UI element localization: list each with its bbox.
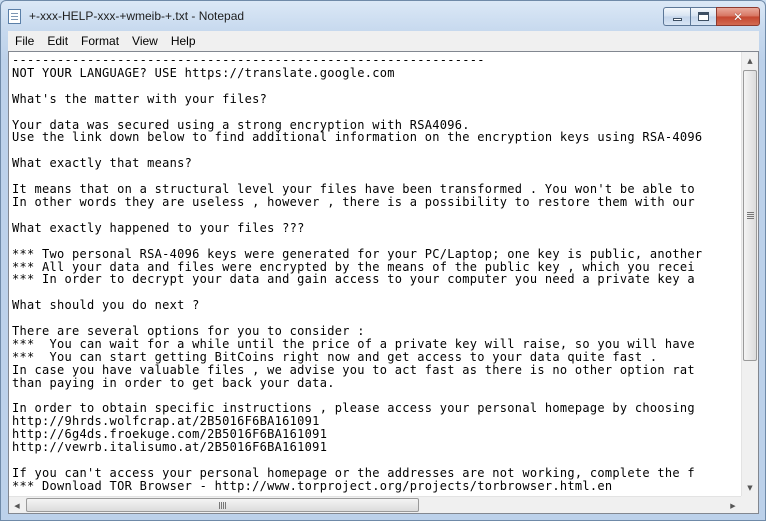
scrollbar-corner — [741, 496, 758, 513]
menu-edit[interactable]: Edit — [47, 34, 69, 48]
menu-file[interactable]: File — [15, 34, 35, 48]
document-line: If you can't access your personal homepage or the addresses are not working, complete the f — [12, 466, 695, 480]
menu-help[interactable]: Help — [170, 34, 196, 48]
document-line: --------------------------------------------------------------- — [12, 54, 485, 67]
vertical-scrollbar[interactable] — [741, 52, 758, 496]
document-line: It means that on a structural level your files have been transformed . You won't be able to — [12, 182, 695, 197]
window-title: +-xxx-HELP-xxx-+wmeib-+.txt - Notepad — [29, 9, 245, 23]
horizontal-scroll-thumb[interactable] — [26, 498, 419, 512]
minimize-icon — [673, 18, 682, 21]
title-bar[interactable] — [1, 1, 765, 31]
text-area[interactable] — [12, 54, 741, 498]
document-line: *** You can start getting BitCoins right now and get access to your data quite fast . — [12, 349, 658, 364]
document-line: than paying in order to get back your data. — [12, 375, 335, 390]
document-line: *** You can wait for a while until the price of a private key will raise, so you will have — [12, 336, 695, 351]
document-line: *** Download TOR Browser - http://www.torproject.org/projects/torbrowser.html.en — [12, 478, 613, 493]
close-button[interactable] — [716, 7, 760, 26]
document-line: http://vewrb.italisumo.at/2B5016F6BA161091 — [12, 440, 328, 455]
scroll-down-arrow-icon[interactable]: ▼ — [747, 483, 753, 492]
document-line: *** All your data and files were encrypted by the means of the public key , which you recei — [12, 259, 695, 274]
menu-view[interactable]: View — [132, 34, 158, 48]
notepad-app-icon[interactable] — [8, 9, 21, 24]
document-line: *** In order to decrypt your data and gain access to your computer you need a private key a — [12, 272, 695, 287]
document-line: Use the link down below to find additional information on the encryption keys using RSA-4096 — [12, 130, 703, 145]
close-icon: ✕ — [732, 9, 744, 24]
document-line: What's the matter with your files? — [12, 91, 268, 106]
minimize-button[interactable] — [663, 7, 690, 26]
document-line: In other words they are useless , however , there is a possibility to restore them with our — [12, 194, 695, 209]
scroll-up-arrow-icon[interactable]: ▲ — [747, 56, 753, 65]
maximize-icon — [698, 12, 709, 21]
document-line: NOT YOUR LANGUAGE? USE https://translate.google.com — [12, 65, 395, 80]
document-line: *** Two personal RSA-4096 keys were generated for your PC/Laptop; one key is public, another — [12, 246, 703, 261]
horizontal-scrollbar[interactable] — [9, 496, 741, 513]
scroll-left-arrow-icon[interactable]: ◀ — [14, 501, 20, 510]
document-line: In order to obtain specific instructions , please access your personal homepage by choosing — [12, 401, 695, 416]
document-line: What exactly happened to your files ??? — [12, 220, 305, 235]
document-line: http://6g4ds.froekuge.com/2B5016F6BA161091 — [12, 427, 328, 442]
text-editor[interactable] — [8, 51, 759, 514]
caption-buttons — [663, 7, 760, 26]
document-line: There are several options for you to consider : — [12, 324, 365, 339]
document-line: What should you do next ? — [12, 298, 200, 313]
grip-icon — [747, 212, 754, 219]
document-line: http://9hrds.wolfcrap.at/2B5016F6BA161091 — [12, 414, 320, 429]
vertical-scroll-thumb[interactable] — [743, 70, 757, 361]
menu-format[interactable]: Format — [81, 34, 120, 48]
document-text[interactable] — [12, 54, 741, 493]
document-line: What exactly that means? — [12, 156, 193, 171]
menu-bar — [8, 31, 759, 51]
document-line: In case you have valuable files , we advise you to act fast as there is no other option rat — [12, 362, 695, 377]
document-line: Your data was secured using a strong encryption with RSA4096. — [12, 117, 470, 132]
scroll-right-arrow-icon[interactable]: ▶ — [730, 501, 736, 510]
maximize-button[interactable] — [690, 7, 716, 26]
grip-icon — [219, 502, 226, 509]
